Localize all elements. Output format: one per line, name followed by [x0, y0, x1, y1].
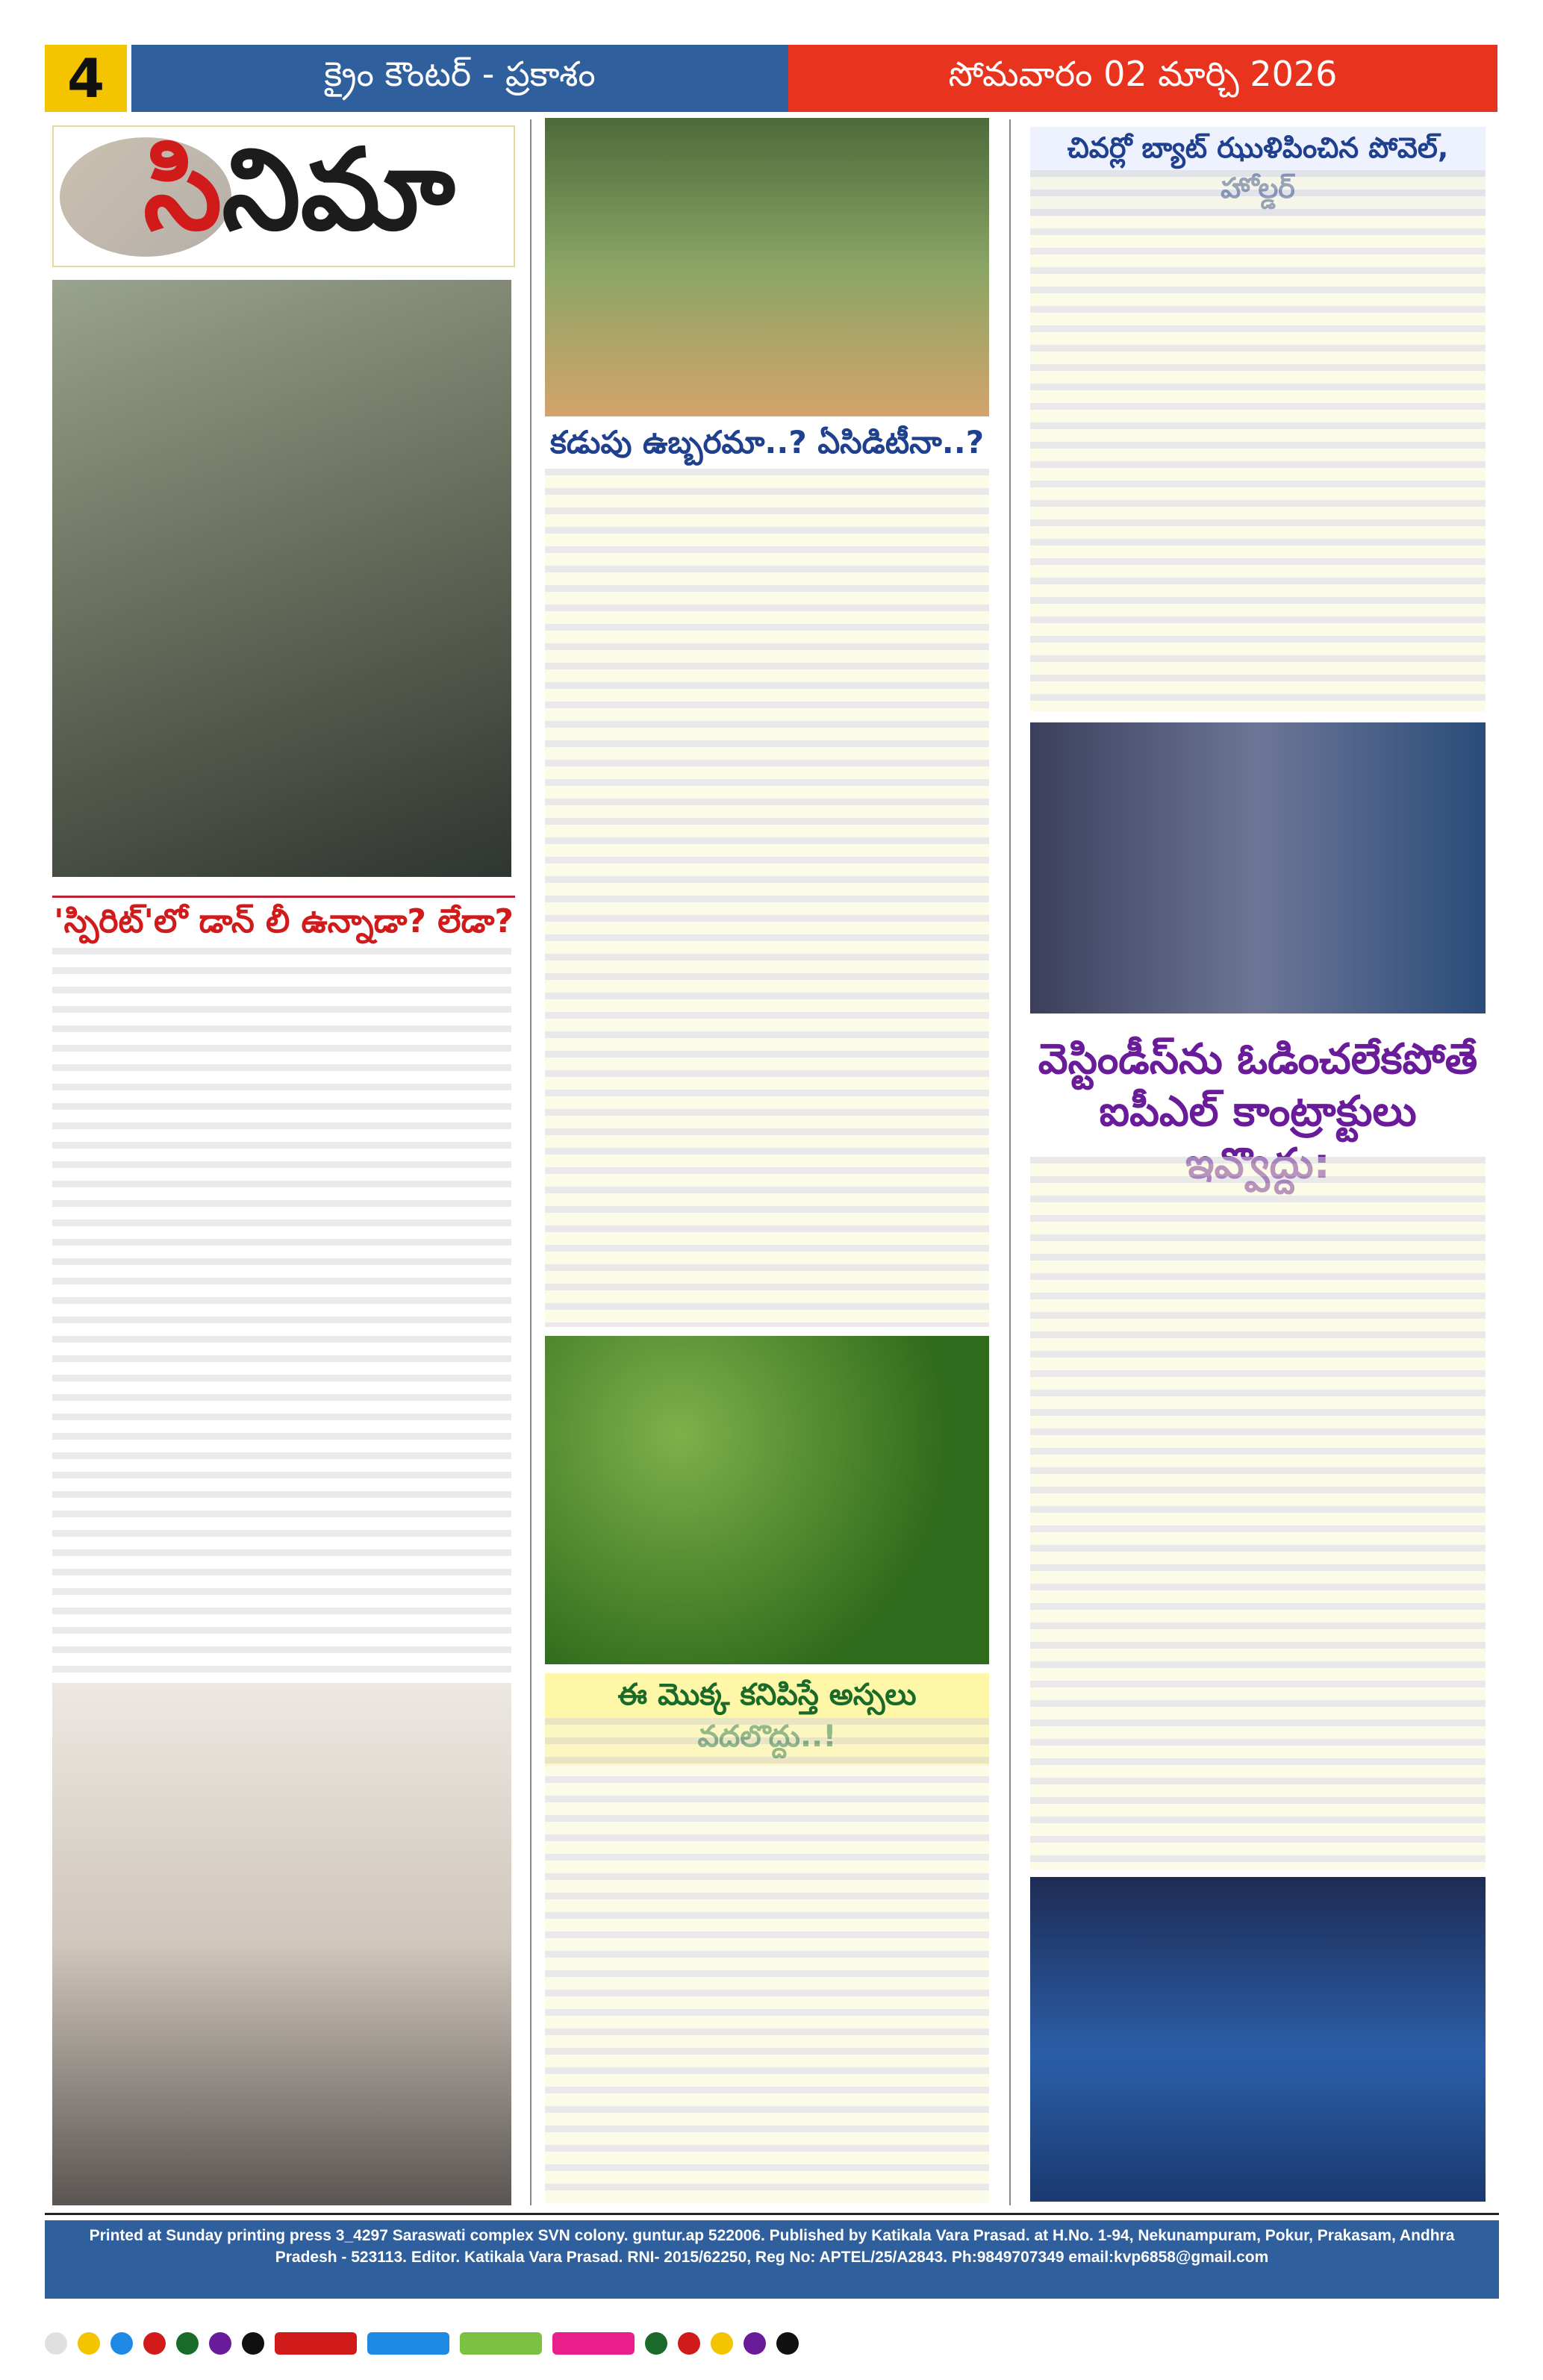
registration-dot — [645, 2332, 667, 2355]
registration-bar — [367, 2332, 449, 2355]
registration-bar — [552, 2332, 635, 2355]
footer-rule — [45, 2213, 1499, 2215]
registration-bar — [460, 2332, 542, 2355]
plant-leaves-photo — [545, 1336, 989, 1664]
registration-dot — [744, 2332, 766, 2355]
ipl-article-body — [1030, 1157, 1486, 1870]
page-number: 4 — [45, 45, 127, 112]
registration-dot — [143, 2332, 166, 2355]
registration-dot — [711, 2332, 733, 2355]
registration-dot — [678, 2332, 700, 2355]
plant-article-body — [545, 1718, 989, 2203]
cinema-logo-text — [143, 125, 455, 255]
belly-article-body — [545, 469, 989, 1327]
actress-photo — [52, 280, 511, 877]
registration-dot — [110, 2332, 133, 2355]
print-imprint: Printed at Sunday printing press 3_4297 Saraswati complex SVN colony. guntur.ap 522006. Published by Katikala Vara Prasad. at H.No. 1-94, Nekunampuram, Pokur, Prakasam, Andhra Pradesh - 523113. Editor. Katikala Vara Prasad. RNI- 2015/62250, Reg No: APTEL/25/A2843. Ph:9849707349 email:kvp6858@gmail.com — [45, 2220, 1499, 2299]
logo-char-3: మా — [300, 125, 455, 255]
ipl-contract-headline: వెస్టిండీస్‌ను ఓడించలేకపోతే ఐపీఎల్ కాంట్రాక్టులు — [1038, 1035, 1478, 1136]
registration-dot — [776, 2332, 799, 2355]
spirit-article-body — [52, 948, 511, 1675]
logo-char-2: ని — [222, 125, 301, 255]
wi-article-body — [1030, 170, 1486, 711]
column-divider — [530, 119, 532, 2205]
registration-dot — [242, 2332, 264, 2355]
color-registration-strip — [45, 2329, 1499, 2358]
india-team-photo — [1030, 1877, 1486, 2202]
cinema-section-logo — [52, 125, 515, 267]
belly-headline: కడుపు ఉబ్బరమా..? ఏసిడిటీనా..? — [549, 424, 985, 460]
actor-portrait-photo — [52, 1683, 511, 2205]
logo-char-1: సి — [143, 125, 222, 255]
masthead-title: క్రైం కౌంటర్ - ప్రకాశం — [131, 45, 788, 112]
registration-dot — [209, 2332, 231, 2355]
cricket-match-photo — [1030, 722, 1486, 1013]
column-divider — [1009, 119, 1011, 2205]
registration-dot — [78, 2332, 100, 2355]
wi-batting-headline: చివర్లో బ్యాట్ ఝుళిపించిన పోవెల్, — [1030, 127, 1486, 216]
registration-dot — [176, 2332, 199, 2355]
spirit-headline: 'స్పిరిట్'లో డాన్ లీ ఉన్నాడా? లేడా? — [52, 896, 515, 949]
registration-dot — [45, 2332, 67, 2355]
plant-headline: ఈ మొక్క కనిపిస్తే అస్సలు — [545, 1673, 989, 1766]
issue-date: సోమవారం 02 మార్చి 2026 — [788, 45, 1497, 112]
registration-bar — [275, 2332, 357, 2355]
stomach-health-photo — [545, 118, 989, 416]
